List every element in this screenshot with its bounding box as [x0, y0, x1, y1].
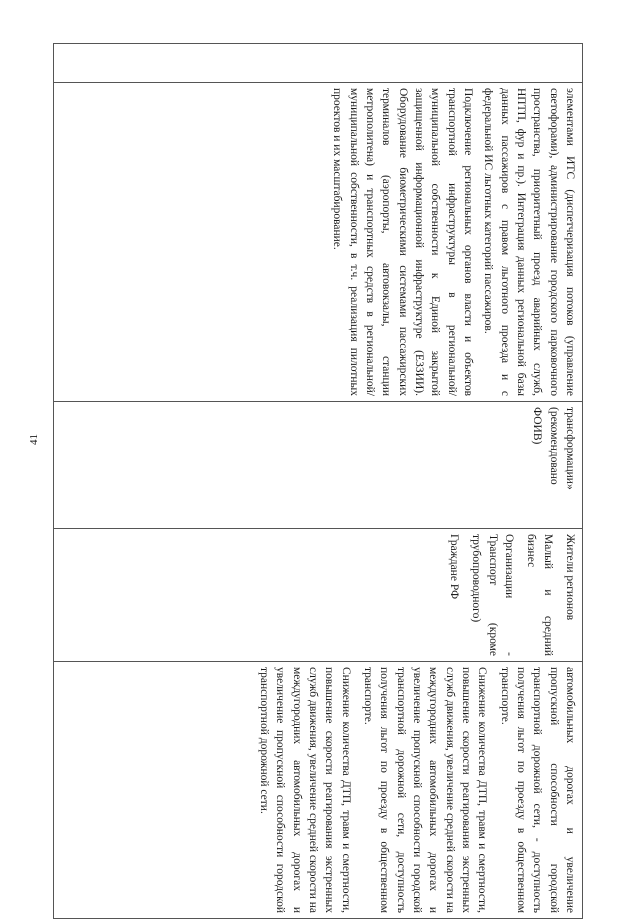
table-row [54, 44, 583, 919]
description-paragraph-1: элементами ИТС (диспетчеризация потоков (управление светофорами), администрирование городского парковочного пространства, приоритетный проезд аварийных служб, НПТП, фур и пр.). Интеграция данных региональной базы данных пассажиров с правом льготного проезда и с федеральной ИС льготных категорий пассажиров. [482, 88, 576, 396]
effects-cell [54, 662, 583, 919]
responsible-cell: трансформации» (рекомендовано ФОИВ) [54, 402, 583, 529]
measures-table [53, 43, 583, 919]
effect-item: автомобильных дорогах и увеличение пропускной способности городской транспортной дорожной сети, - доступность получения льгот по проезду в общественном транспорте. [498, 667, 576, 913]
row-number-cell [54, 44, 583, 83]
effect-item: Снижение количества ДТП, травм и смертности, повышение скорости реагирования экстренных служб движения, увеличение средней скорости на междугородних автомобильных дорогах и увеличение пропускной способности городской транспортной дорожной сети. [258, 667, 352, 913]
beneficiaries-cell [54, 529, 583, 662]
page-number: 41 [28, 434, 40, 445]
beneficiary-item: Малый и средний бизнес [525, 534, 554, 656]
description-cell [54, 83, 583, 402]
rotated-table-wrapper [53, 43, 583, 913]
description-paragraph-2: Подключение региональных органов власти и объектов транспортной инфраструктуры в региональной/муниципальной собственности к Единой закрытой защищенной информационной инфраструктуре (ЕЗЗИИ). Оборудование биометрическими системами пассажирских терминалов (аэропорты, автовокзалы, станции метрополитена) и транспортных средств в региональной/ муниципальной собственности, в т.ч. реализация пилотных проектов и их масштабирование. [331, 88, 475, 396]
beneficiary-item: Жители регионов [564, 534, 576, 621]
effect-item: Снижение количества ДТП, травм и смертности, повышение скорости реагирования экстренных служб движения, увеличение средней скорости на междугородних автомобильных дорогах и увеличение пропускной способности городской транспортной дорожной сети, доступность получения льгот по проезду в общественном транспорте. [362, 667, 489, 913]
beneficiary-item: Организации - Транспорт (кроме трубопроводного) [470, 534, 516, 656]
beneficiary-item: Граждане РФ [448, 534, 461, 600]
